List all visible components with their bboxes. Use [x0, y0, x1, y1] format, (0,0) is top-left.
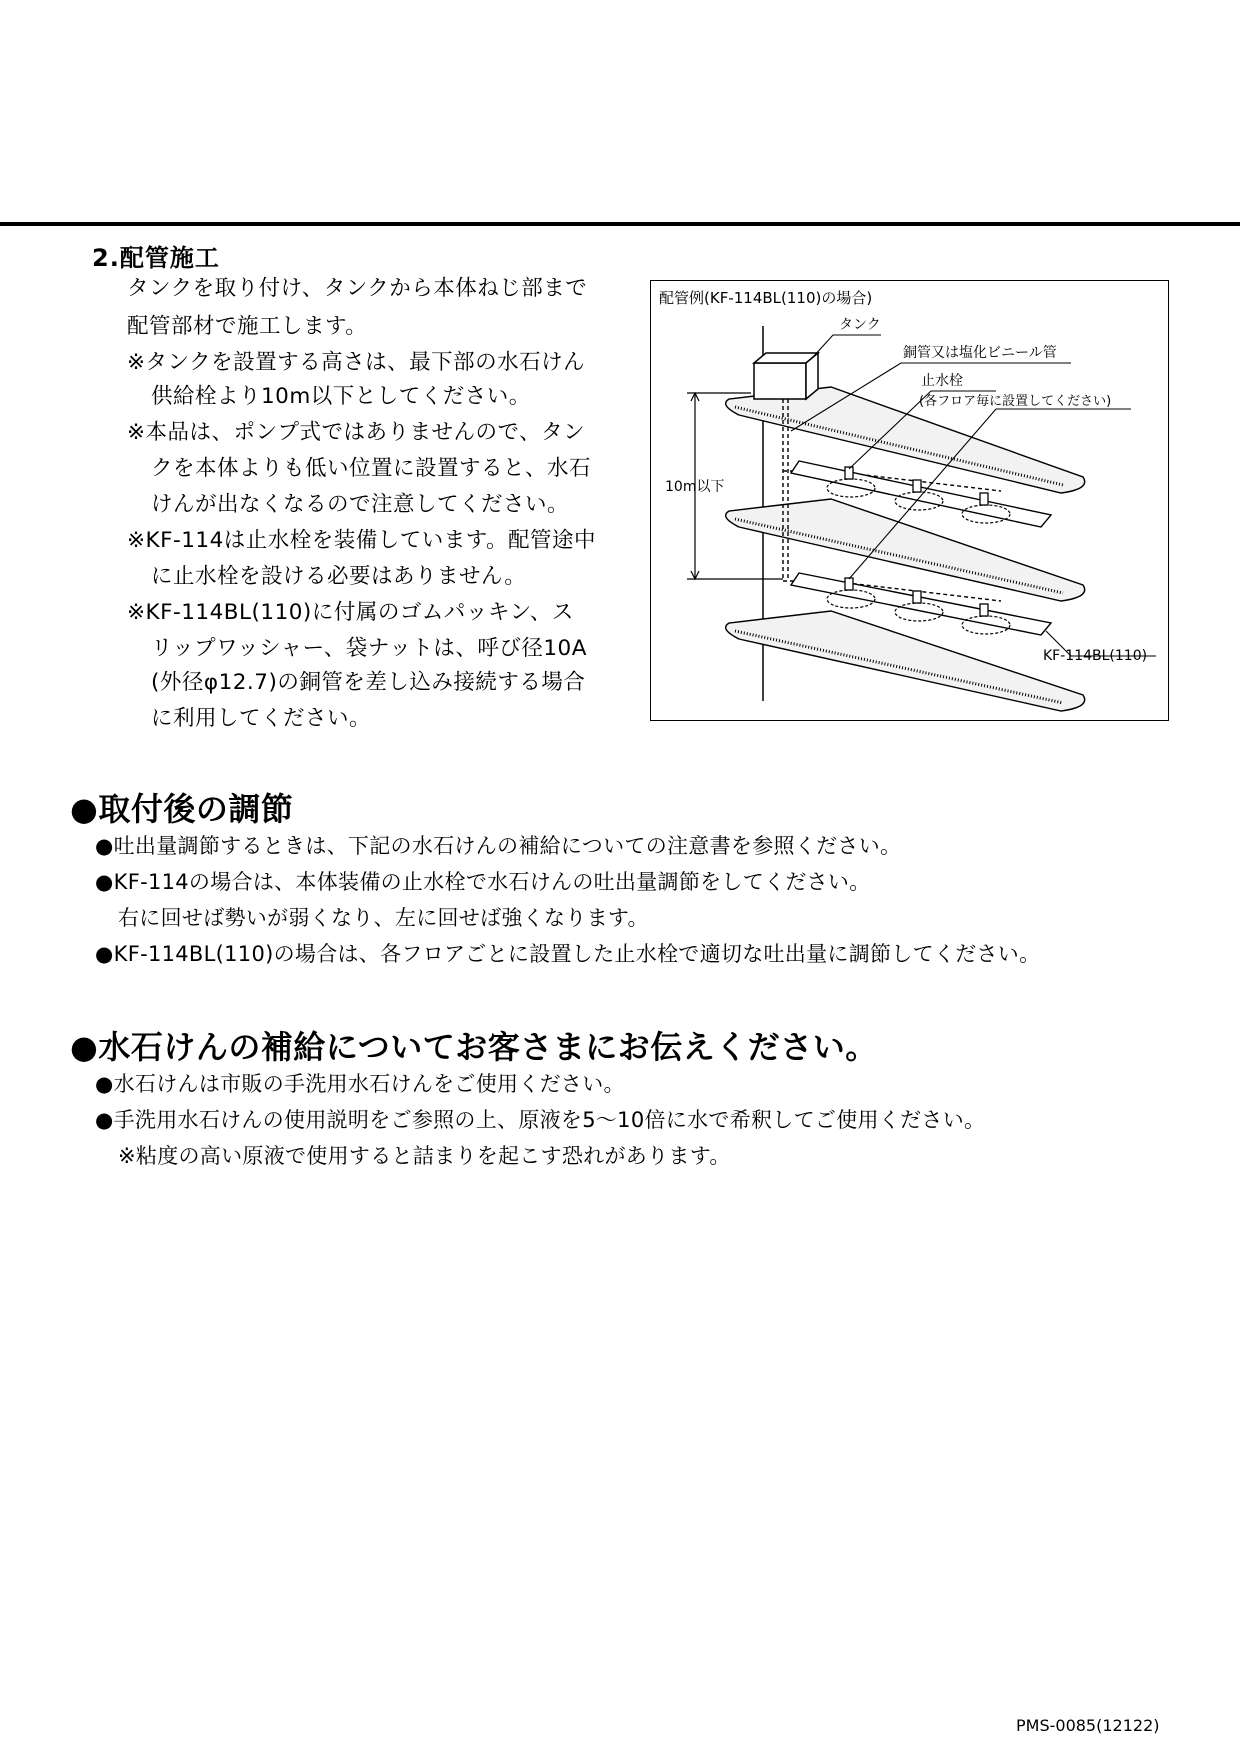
dispenser — [980, 604, 988, 616]
dispenser — [980, 493, 988, 505]
tank — [754, 353, 818, 399]
valve-label: 止水栓 — [921, 373, 963, 389]
height-label: 10m以下 — [665, 479, 725, 495]
soap-heading: ●水石けんの補給についてお客さまにお伝えください。 — [70, 1028, 878, 1066]
valve-note-label: (各フロア毎に設置してください) — [919, 394, 1112, 409]
section-note: クを本体よりも低い位置に設置すると、水石 — [151, 456, 592, 481]
adjust-heading: ●取付後の調節 — [70, 790, 294, 828]
section-note: 供給栓より10m以下としてください。 — [151, 384, 531, 409]
section-note: けんが出なくなるので注意してください。 — [151, 492, 570, 517]
pipe-label: 銅管又は塩化ビニール管 — [903, 345, 1057, 361]
section-note: に利用してください。 — [151, 706, 372, 731]
piping-diagram — [650, 280, 1169, 721]
soap-item: ●水石けんは市販の手洗用水石けんをご使用ください。 — [95, 1072, 625, 1096]
adjust-item: 右に回せば勢いが弱くなり、左に回せば強くなります。 — [118, 906, 649, 930]
adjust-item: ●吐出量調節するときは、下記の水石けんの補給についての注意書を参照ください。 — [95, 834, 902, 858]
document-code: PMS-0085(12122) — [1016, 1716, 1160, 1735]
tank-label: タンク — [839, 317, 881, 333]
tank-front — [754, 363, 806, 399]
section-note: (外径φ12.7)の銅管を差し込み接続する場合 — [151, 670, 586, 695]
section-note: ※本品は、ポンプ式ではありませんので、タン — [127, 420, 586, 445]
dispenser — [845, 578, 853, 590]
dispenser — [913, 480, 921, 492]
top-rule — [0, 222, 1240, 226]
leader-tank — [813, 335, 881, 357]
soap-item: ※粘度の高い原液で使用すると詰まりを起こす恐れがあります。 — [118, 1144, 731, 1168]
section-note: ※KF-114BL(110)に付属のゴムパッキン、ス — [127, 600, 574, 625]
section-title: 2.配管施工 — [92, 244, 220, 272]
soap-item: ●手洗用水石けんの使用説明をご参照の上、原液を5～10倍に水で希釈してご使用ください。 — [95, 1108, 986, 1132]
section-note: ※KF-114は止水栓を装備しています。配管途中 — [127, 528, 597, 553]
floor-slabs — [726, 387, 1085, 711]
section-note: リップワッシャー、袋ナットは、呼び径10A — [151, 636, 587, 661]
figure-caption: 配管例(KF-114BL(110)の場合) — [659, 289, 873, 307]
model-label: KF-114BL(110) — [1043, 648, 1148, 664]
section-text: 配管部材で施工します。 — [127, 314, 368, 339]
adjust-item: ●KF-114の場合は、本体装備の止水栓で水石けんの吐出量調節をしてください。 — [95, 870, 871, 894]
adjust-item: ●KF-114BL(110)の場合は、各フロアごとに設置した止水栓で適切な吐出量に調節してください。 — [95, 942, 1041, 966]
section-note: ※タンクを設置する高さは、最下部の水石けん — [127, 350, 586, 375]
section-text: タンクを取り付け、タンクから本体ねじ部まで — [127, 276, 588, 301]
section-note: に止水栓を設ける必要はありません。 — [151, 564, 527, 589]
dispenser — [913, 591, 921, 603]
